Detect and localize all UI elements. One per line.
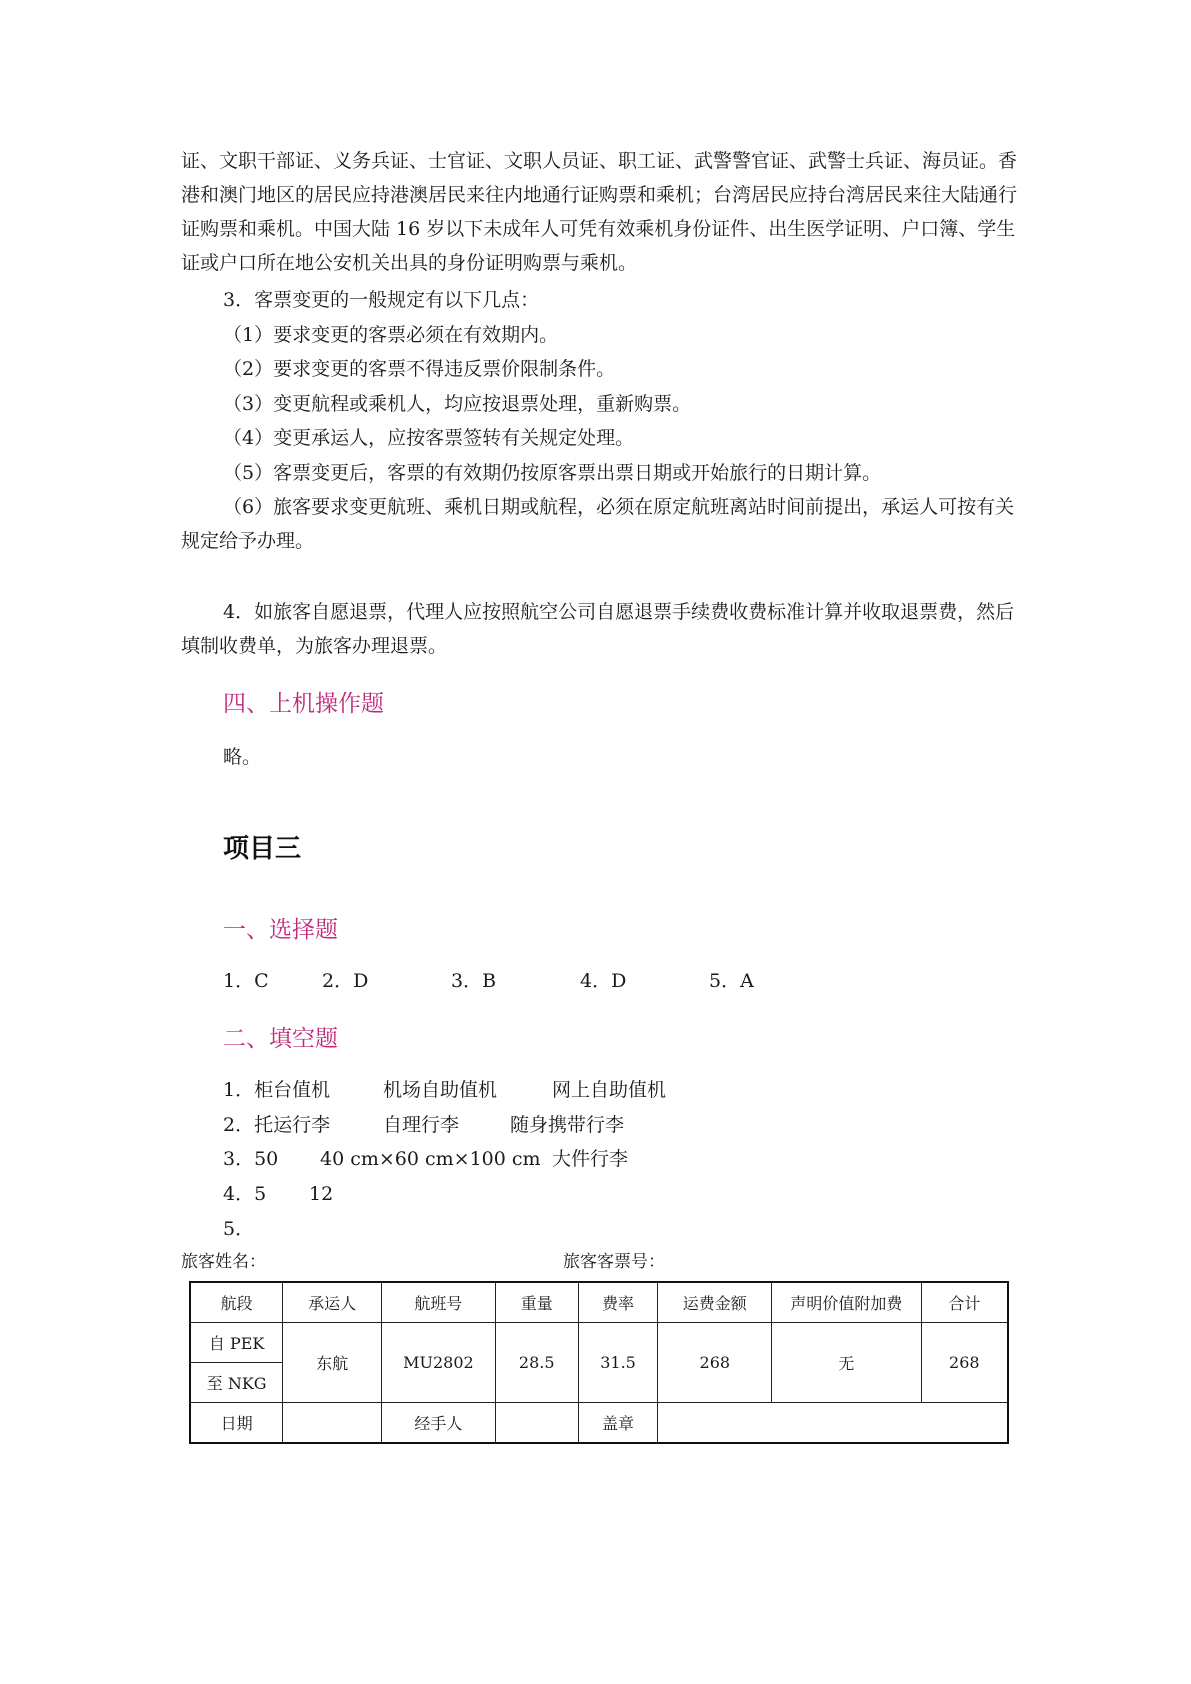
total-value: 268 [921,1323,1008,1403]
passenger-name-label: 旅客姓名： [181,1252,266,1272]
segment-from: 自 PEK [190,1323,283,1363]
fee-amount-value: 268 [658,1323,772,1403]
fill-answer-2b: 自理行李 [383,1114,460,1136]
item3-point-1: （1）要求变更的客票必须在有效期内。 [223,324,559,346]
section4-body: 略。 [223,746,262,768]
segment-to: 至 NKG [190,1363,283,1403]
header-fee-amount: 运费金额 [658,1282,772,1323]
choice-answer-3: 3．B [451,970,497,992]
choice-answer-4: 4．D [580,970,627,992]
item3-point-5: （5）客票变更后，客票的有效期仍按原客票出票日期或开始旅行的日期计算。 [223,462,882,484]
fill-answer-1c: 网上自助值机 [552,1079,667,1101]
handler-value [495,1403,578,1444]
section2-title: 二、填空题 [223,1026,338,1052]
date-label: 日期 [190,1403,283,1444]
ticket-number-label: 旅客客票号： [563,1252,665,1272]
choice-answer-2: 2．D [322,970,369,992]
section4-title: 四、上机操作题 [223,691,384,717]
fill-answer-3b: 40 cm×60 cm×100 cm [320,1148,541,1170]
item3-point-3: （3）变更航程或乘机人，均应按退票处理，重新购票。 [223,393,692,415]
flight-value: MU2802 [381,1323,495,1403]
baggage-fee-form [189,1281,1009,1444]
choice-answer-1: 1．C [223,970,269,992]
header-total: 合计 [921,1282,1008,1323]
item3-point-4: （4）变更承运人，应按客票签转有关规定处理。 [223,427,635,449]
rate-value: 31.5 [578,1323,658,1403]
fill-answer-1b: 机场自助值机 [383,1079,498,1101]
item3-intro: 3．客票变更的一般规定有以下几点： [223,289,540,311]
header-declared-value-fee: 声明价值附加费 [772,1282,922,1323]
fill-answer-4b: 12 [309,1183,334,1205]
section1-title: 一、选择题 [223,917,338,943]
fill-answer-3a: 3．50 [223,1148,279,1170]
header-weight: 重量 [495,1282,578,1323]
item4-paragraph: 4．如旅客自愿退票，代理人应按照航空公司自愿退票手续费收费标准计算并收取退票费，然后填制收费单，为旅客办理退票。 [181,601,1015,657]
weight-value: 28.5 [495,1323,578,1403]
item3-point-2: （2）要求变更的客票不得违反票价限制条件。 [223,358,616,380]
carrier-value: 东航 [283,1323,382,1403]
paragraph-id-documents: 证、文职干部证、义务兵证、士官证、文职人员证、职工证、武警警官证、武警士兵证、海员证。香港和澳门地区的居民应持港澳居民来往内地通行证购票和乘机；台湾居民应持台湾居民来往大陆通行证购票和乘机。中国大陆 16 岁以下未成年人可凭有效乘机身份证件、出生医学证明、户口簿、学生证或户口所在地公安机关出具的身份证明购票与乘机。 [181,150,1018,274]
header-segment: 航段 [190,1282,283,1323]
fill-answer-2c: 随身携带行李 [510,1114,625,1136]
header-carrier: 承运人 [283,1282,382,1323]
project-title: 项目三 [223,834,302,864]
fill-answer-2a: 2．托运行李 [223,1114,331,1136]
item3-point-6: （6）旅客要求变更航班、乘机日期或航程，必须在原定航班离站时间前提出，承运人可按有关规定给予办理。 [181,496,1015,552]
stamp-value [658,1403,1008,1444]
fill-answer-4a: 4．5 [223,1183,267,1205]
header-flight-no: 航班号 [381,1282,495,1323]
choice-answer-5: 5．A [709,970,754,992]
fill-answer-3c: 大件行李 [552,1148,629,1170]
fill-answer-5: 5． [223,1218,255,1240]
stamp-label: 盖章 [578,1403,658,1444]
header-rate: 费率 [578,1282,658,1323]
handler-label: 经手人 [381,1403,495,1444]
fill-answer-1a: 1．柜台值机 [223,1079,331,1101]
declared-value-fee-value: 无 [772,1323,922,1403]
date-value [283,1403,382,1444]
